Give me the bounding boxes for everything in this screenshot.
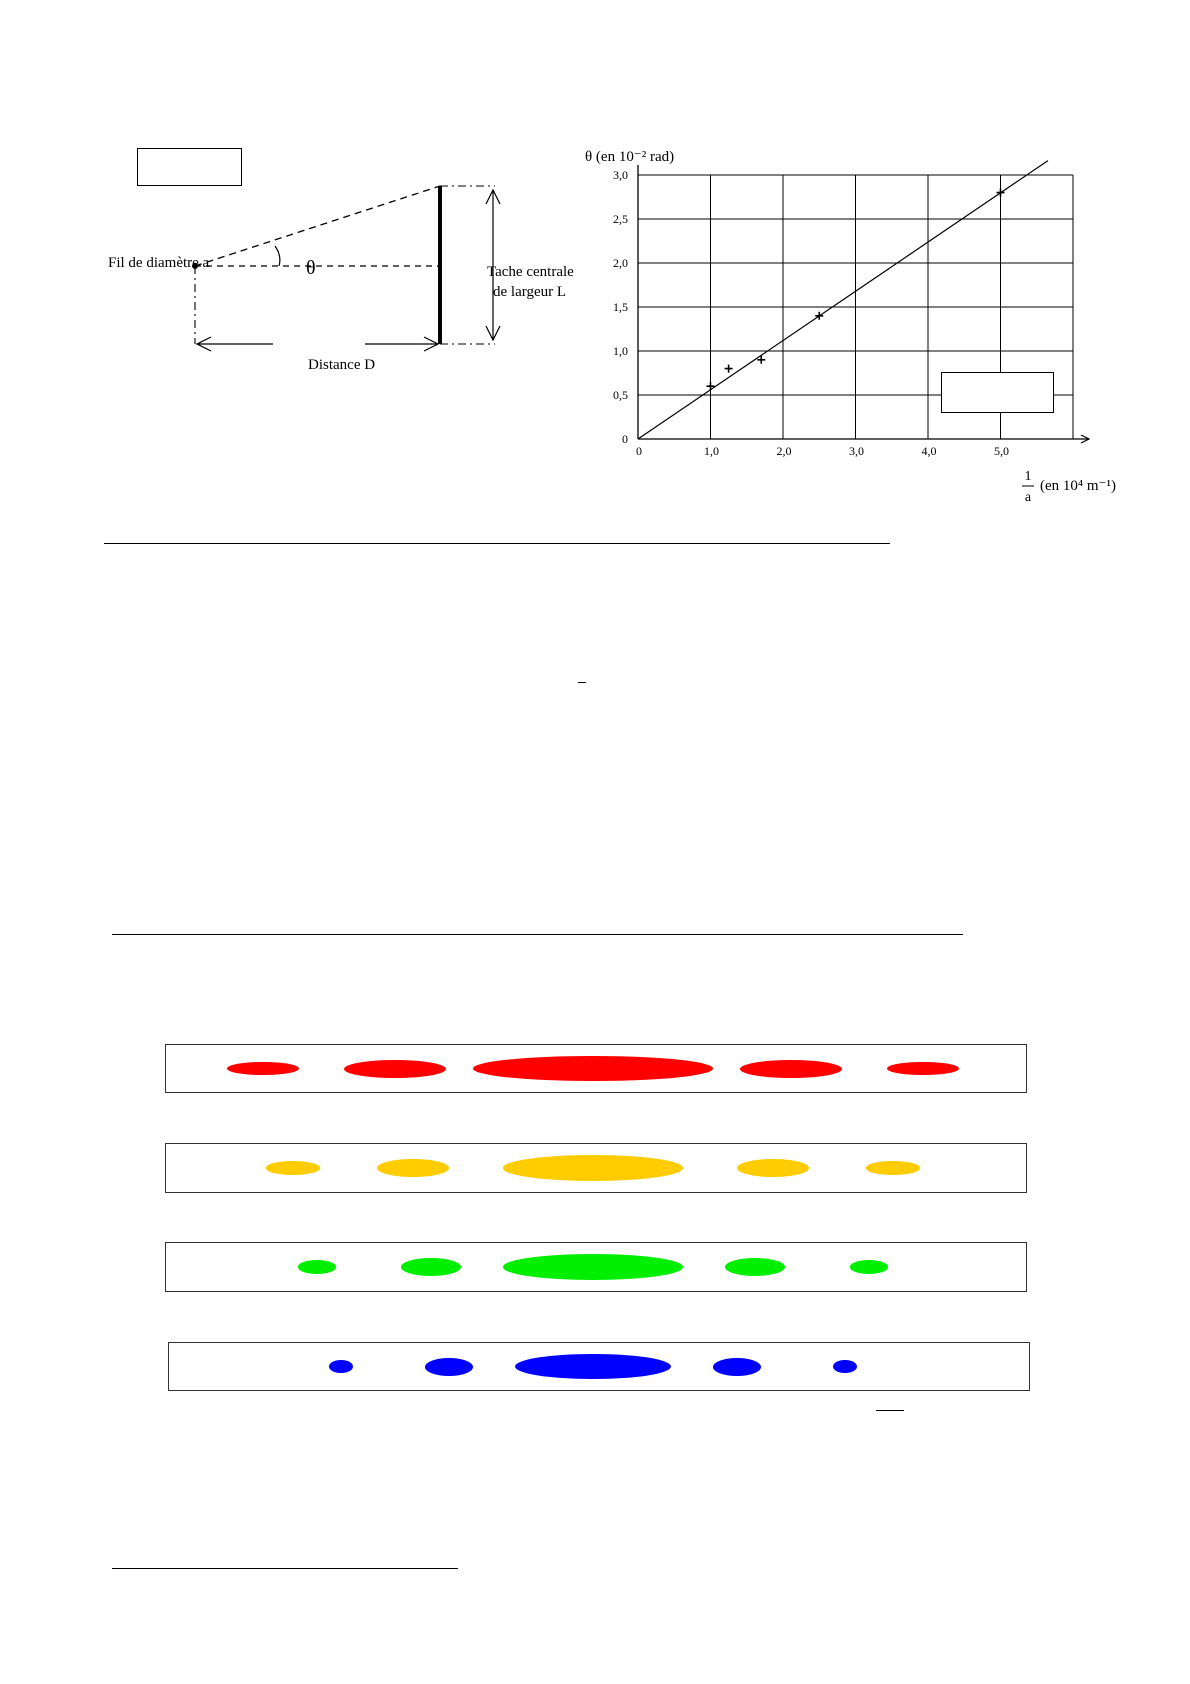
diffraction-pattern-strip [165,1242,1027,1292]
x-tick-label: 4,0 [921,444,937,458]
short-mark [578,682,586,683]
y-tick-label: 1,0 [613,344,628,358]
short-fraction-bar [876,1410,904,1411]
y-tick-label: 3,0 [613,168,628,182]
figure-label-box-right [941,372,1054,413]
x-tick-label: 5,0 [994,444,1009,458]
y-tick-label: 2,0 [613,256,628,270]
diffraction-spot [329,1360,353,1374]
x-tick-label: 3,0 [849,444,864,458]
theta-vs-inverse-a-chart [585,145,1125,515]
diffraction-pattern-strip [165,1044,1027,1093]
diffraction-spot [503,1155,683,1181]
diffraction-spot [740,1060,842,1078]
x-tick-label: 2,0 [776,444,792,458]
data-point [707,382,715,390]
x-tick-label: 0 [636,444,642,458]
diffraction-pattern-strip [168,1342,1030,1391]
diffraction-pattern-strip [165,1143,1027,1193]
diffraction-spot [401,1258,461,1276]
diffraction-spot [227,1062,299,1076]
diffraction-spot [503,1254,683,1280]
data-point [815,312,823,320]
diffraction-spot [425,1358,473,1376]
y-axis-label: θ (en 10⁻² rad) [585,149,675,165]
diffraction-spot [833,1360,857,1374]
angle-arc [275,246,280,266]
distance-label: Distance D [308,357,376,373]
y-tick-label: 1,5 [613,300,628,314]
diffraction-spot [850,1260,888,1274]
x-tick-label: 1,0 [704,444,719,458]
dashed-ray [195,186,440,266]
diffraction-spot [725,1258,785,1276]
diffraction-spot [344,1060,446,1078]
spot-label-line1: Tache centrale [487,264,574,280]
diffraction-spot [737,1159,809,1177]
diffraction-spot [515,1354,671,1380]
y-tick-label: 0 [622,432,628,446]
x-axis-label-numerator: 1 [1024,469,1032,484]
diffraction-spot [866,1161,920,1175]
y-tick-label: 0,5 [613,388,628,402]
diffraction-spot [473,1056,713,1082]
diffraction-spot [266,1161,320,1175]
diffraction-spot [377,1159,449,1177]
section-divider-1 [104,543,890,544]
spot-label-line2: de largeur L [493,284,567,300]
diffraction-spot [887,1062,959,1076]
section-divider-2 [112,934,963,935]
wire-label: Fil de diamètre a [108,255,210,271]
section-divider-3 [112,1568,458,1569]
y-tick-label: 2,5 [613,212,628,226]
diffraction-spot [298,1260,336,1274]
x-axis-label-denominator: a [1024,490,1032,505]
diffraction-spot [713,1358,761,1376]
angle-label: θ [306,257,316,279]
data-point [725,365,733,373]
x-axis-label-unit: (en 10⁴ m⁻¹) [1040,478,1116,494]
